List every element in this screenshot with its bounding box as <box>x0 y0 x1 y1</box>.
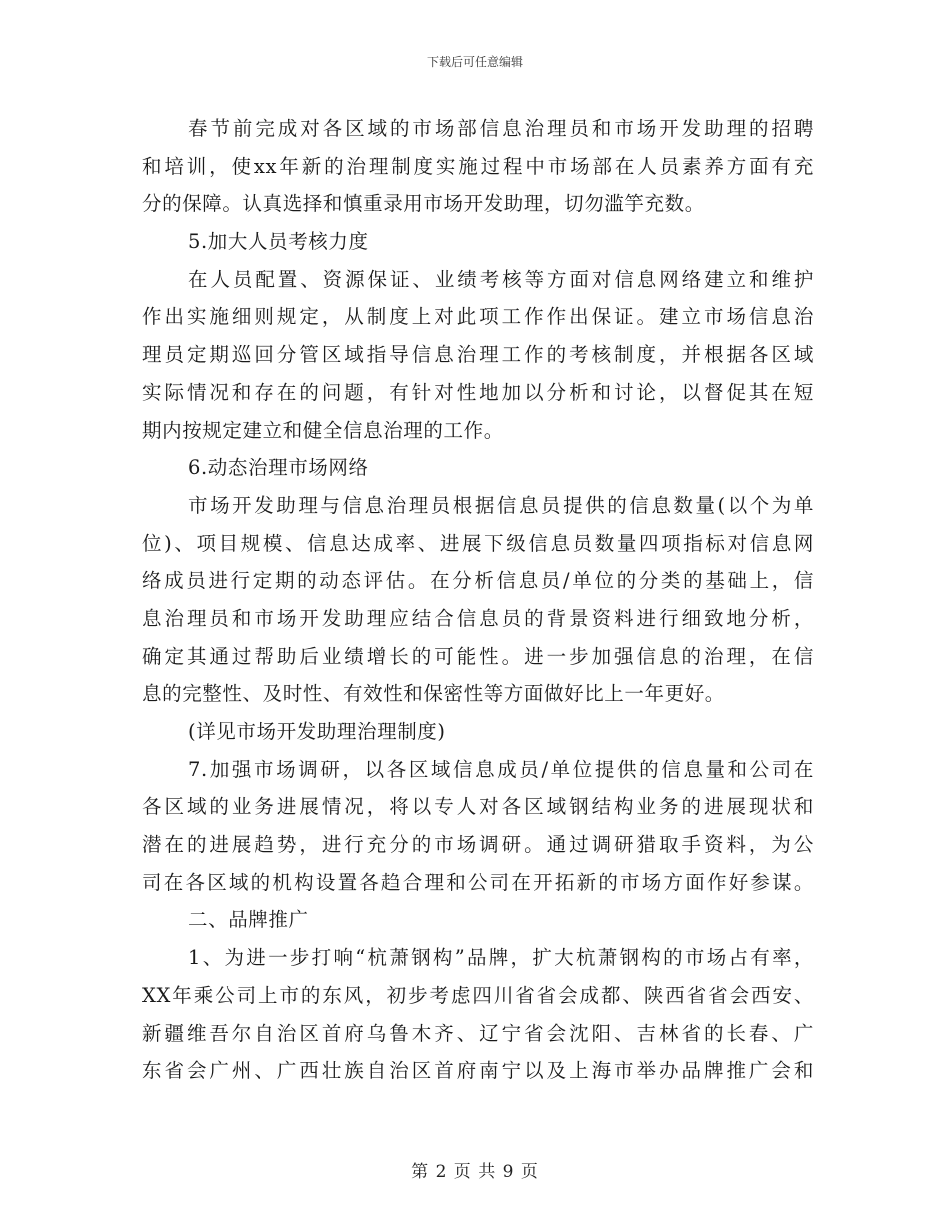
text-line: 络成员进行定期的动态评估。在分析信息员/单位的分类的基础上，信 <box>142 569 814 593</box>
text-line: 6.动态治理市场网络 <box>188 456 369 480</box>
text-line: 期内按规定建立和健全信息治理的工作。 <box>142 418 504 442</box>
document-body <box>142 110 814 1090</box>
text-line: 春节前完成对各区域的市场部信息治理员和市场开发助理的招聘 <box>188 117 814 140</box>
text-line: 作出实施细则规定，从制度上对此项工作作出保证。建立市场信息治 <box>142 305 814 329</box>
text-line: 1、为进一步打响“杭萧钢构”品牌，扩大杭萧钢构的市场占有率， <box>188 946 814 970</box>
text-line: 新疆维吾尔自治区首府乌鲁木齐、辽宁省会沈阳、吉林省的长春、广 <box>142 1021 814 1045</box>
text-line: 息的完整性、及时性、有效性和保密性等方面做好比上一年更好。 <box>142 682 725 706</box>
text-line: 市场开发助理与信息治理员根据信息员提供的信息数量(以个为单 <box>188 493 814 517</box>
page-footer: 第 2 页 共 9 页 <box>411 1162 539 1182</box>
text-line: 司在各区域的机构设置各趋合理和公司在开拓新的市场方面作好参谋。 <box>142 870 814 894</box>
text-line: 理员定期巡回分管区域指导信息治理工作的考核制度，并根据各区域 <box>142 343 814 367</box>
text-line: 在人员配置、资源保证、业绩考核等方面对信息网络建立和维护 <box>188 267 814 291</box>
page-header: 下载后可任意编辑 <box>426 55 523 69</box>
text-line: (详见市场开发助理治理制度) <box>188 720 446 743</box>
text-line: XX年乘公司上市的东风，初步考虑四川省省会成都、陕西省省会西安、 <box>142 983 814 1007</box>
text-line: 分的保障。认真选择和慎重录用市场开发助理，切勿滥竽充数。 <box>142 192 705 216</box>
text-line: 东省会广州、广西壮族自治区首府南宁以及上海市举办品牌推广会和 <box>142 1059 814 1083</box>
text-line: 7.加强市场调研，以各区域信息成员/单位提供的信息量和公司在 <box>188 757 814 781</box>
text-line: 潜在的进展趋势，进行充分的市场调研。通过调研猎取手资料，为公 <box>142 833 814 857</box>
text-line: 实际情况和存在的问题，有针对性地加以分析和讨论，以督促其在短 <box>142 380 814 404</box>
text-line: 二、品牌推广 <box>188 908 309 932</box>
text-line: 各区域的业务进展情况，将以专人对各区域钢结构业务的进展现状和 <box>142 795 814 819</box>
text-line: 息治理员和市场开发助理应结合信息员的背景资料进行细致地分析， <box>142 606 814 630</box>
text-line: 位)、项目规模、信息达成率、进展下级信息员数量四项指标对信息网 <box>142 531 814 555</box>
text-line: 确定其通过帮助后业绩增长的可能性。进一步加强信息的治理，在信 <box>142 644 814 668</box>
text-line: 和培训，使xx年新的治理制度实施过程中市场部在人员素养方面有充 <box>142 154 814 178</box>
text-line: 5.加大人员考核力度 <box>188 230 369 254</box>
